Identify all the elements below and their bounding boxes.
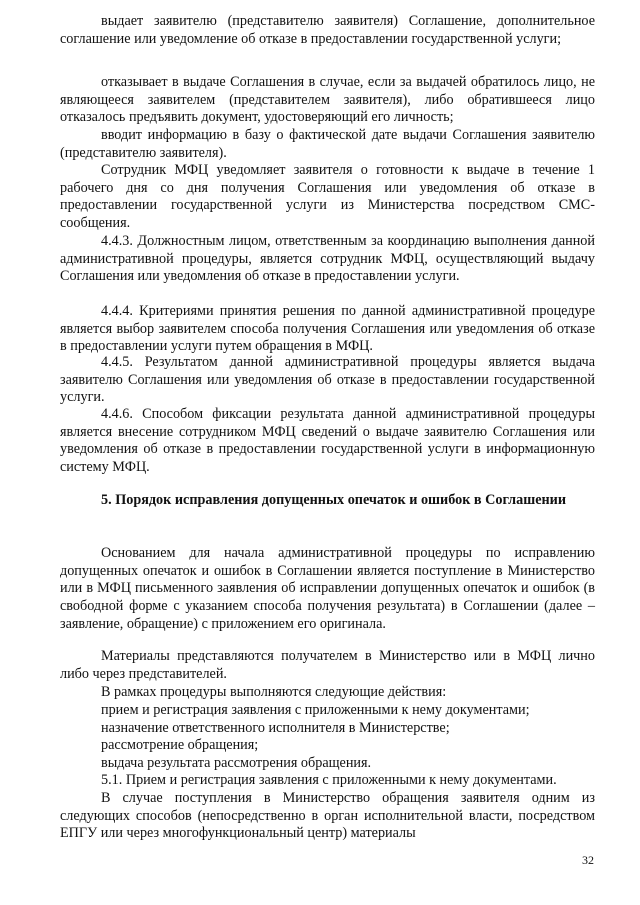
- paragraph: выдает заявителю (представителю заявителя) Соглашение, дополнительное соглашение или уведомление об отказе в предоставлении государственной услуги;: [60, 13, 595, 47]
- paragraph: В рамках процедуры выполняются следующие действия:: [101, 684, 447, 700]
- list-item: рассмотрение обращения;: [101, 737, 259, 753]
- paragraph: вводит информацию в базу о фактической дате выдачи Соглашения заявителю (представителю заявителя).: [60, 127, 595, 161]
- page-number: 32: [582, 853, 594, 867]
- list-item: назначение ответственного исполнителя в Министерстве;: [101, 720, 450, 736]
- paragraph: Сотрудник МФЦ уведомляет заявителя о готовности к выдаче в течение 1 рабочего дня со дня получения Соглашения или уведомления об отказе в предоставлении государственной услуги из Министерства посредством СМС-сообщения.: [60, 162, 595, 232]
- paragraph: 5.1. Прием и регистрация заявления с приложенными к нему документами.: [101, 772, 557, 788]
- list-item: прием и регистрация заявления с приложенными к нему документами;: [101, 702, 530, 718]
- paragraph: 4.4.5. Результатом данной административной процедуры является выдача заявителю Соглашения или уведомления об отказе в предоставлении государственной услуги.: [60, 354, 595, 406]
- list-item: выдача результата рассмотрения обращения.: [101, 755, 372, 771]
- paragraph: отказывает в выдаче Соглашения в случае, если за выдачей обратилось лицо, не являющееся заявителем (представителем заявителя), либо обратившееся лицо отказалось предъявить документ, удостоверяющий его личность;: [60, 74, 595, 126]
- paragraph: Основанием для начала административной процедуры по исправлению допущенных опечаток и ошибок в Соглашении является поступление в Министерство или в МФЦ письменного заявления об исправлении допущенных опечаток и ошибок (в свободной форме с указанием способа получения результата) в Соглашении (далее – заявление, обращение) с приложением его оригинала.: [60, 545, 595, 632]
- paragraph: Материалы представляются получателем в Министерство или в МФЦ лично либо через представителей.: [60, 648, 595, 682]
- section-heading: 5. Порядок исправления допущенных опечаток и ошибок в Соглашении: [101, 492, 567, 508]
- paragraph: В случае поступления в Министерство обращения заявителя одним из следующих способов (непосредственно в орган исполнительной власти, посредством ЕПГУ или через многофункциональный центр) материалы: [60, 790, 595, 842]
- paragraph: 4.4.4. Критериями принятия решения по данной административной процедуре является выбор заявителем способа получения Соглашения или уведомления об отказе в предоставлении услуги путем обращения в МФЦ.: [60, 303, 595, 355]
- paragraph: 4.4.3. Должностным лицом, ответственным за координацию выполнения данной административной процедуры, является сотрудник МФЦ, осуществляющий выдачу Соглашения или уведомления об отказе в предоставлении услуги.: [60, 233, 595, 285]
- paragraph: 4.4.6. Способом фиксации результата данной административной процедуры является внесение сотрудником МФЦ сведений о выдаче заявителю Соглашения или уведомления об отказе в предоставлении государственной услуги в информационную систему МФЦ.: [60, 406, 595, 476]
